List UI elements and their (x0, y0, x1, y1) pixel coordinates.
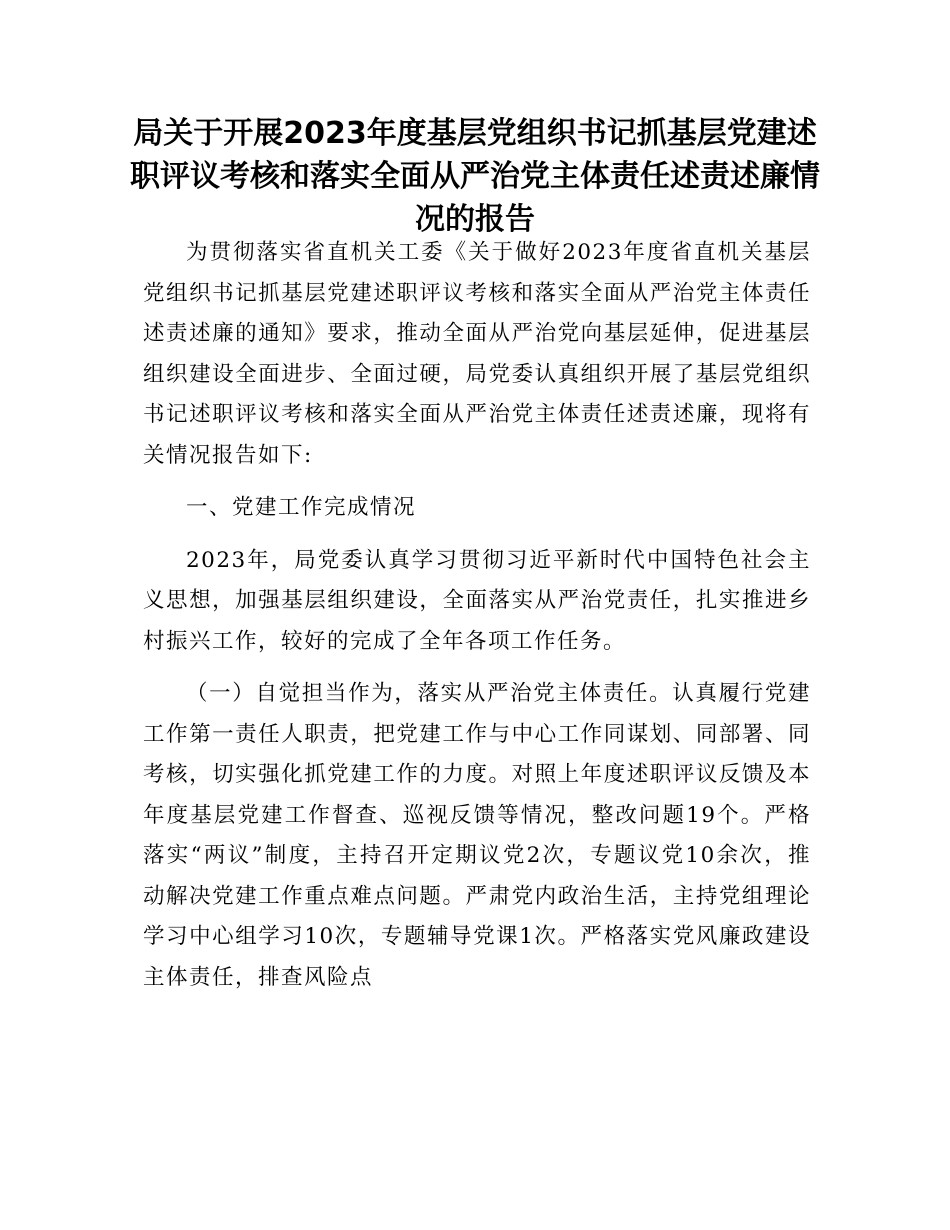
document-title: 局关于开展2023年度基层党组织书记抓基层党建述职评议考核和落实全面从严治党主体责任述责述廉情况的报告 (130, 116, 820, 237)
section-one-summary-paragraph: 2023年，局党委认真学习贯彻习近平新时代中国特色社会主义思想，加强基层组织建设，全面落实从严治党责任，扎实推进乡村振兴工作，较好的完成了全年各项工作任务。 (143, 547, 811, 654)
subsection-one-paragraph: （一）自觉担当作为，落实从严治党主体责任。认真履行党建工作第一责任人职责，把党建工作与中心工作同谋划、同部署、同考核，切实强化抓党建工作的力度。对照上年度述职评议反馈及本年度基层党建工作督查、巡视反馈等情况，整改问题19个。严格落实“两议”制度，主持召开定期议党2次，专题议党10余次，推动解决党建工作重点难点问题。严肃党内政治生活，主持党组理论学习中心组学习10次，专题辅导党课1次。严格落实党风廉政建设主体责任，排查风险点 (143, 681, 811, 990)
section-one-heading: 一、党建工作完成情况 (186, 495, 417, 520)
document-body (143, 233, 811, 998)
intro-paragraph: 为贯彻落实省直机关工委《关于做好2023年度省直机关基层党组织书记抓基层党建述职评议考核和落实全面从严治党主体责任述责述廉的通知》要求，推动全面从严治党向基层延伸，促进基层组织建设全面进步、全面过硬，局党委认真组织开展了基层党组织书记述职评议考核和落实全面从严治党主体责任述责述廉，现将有关情况报告如下: (143, 240, 811, 468)
